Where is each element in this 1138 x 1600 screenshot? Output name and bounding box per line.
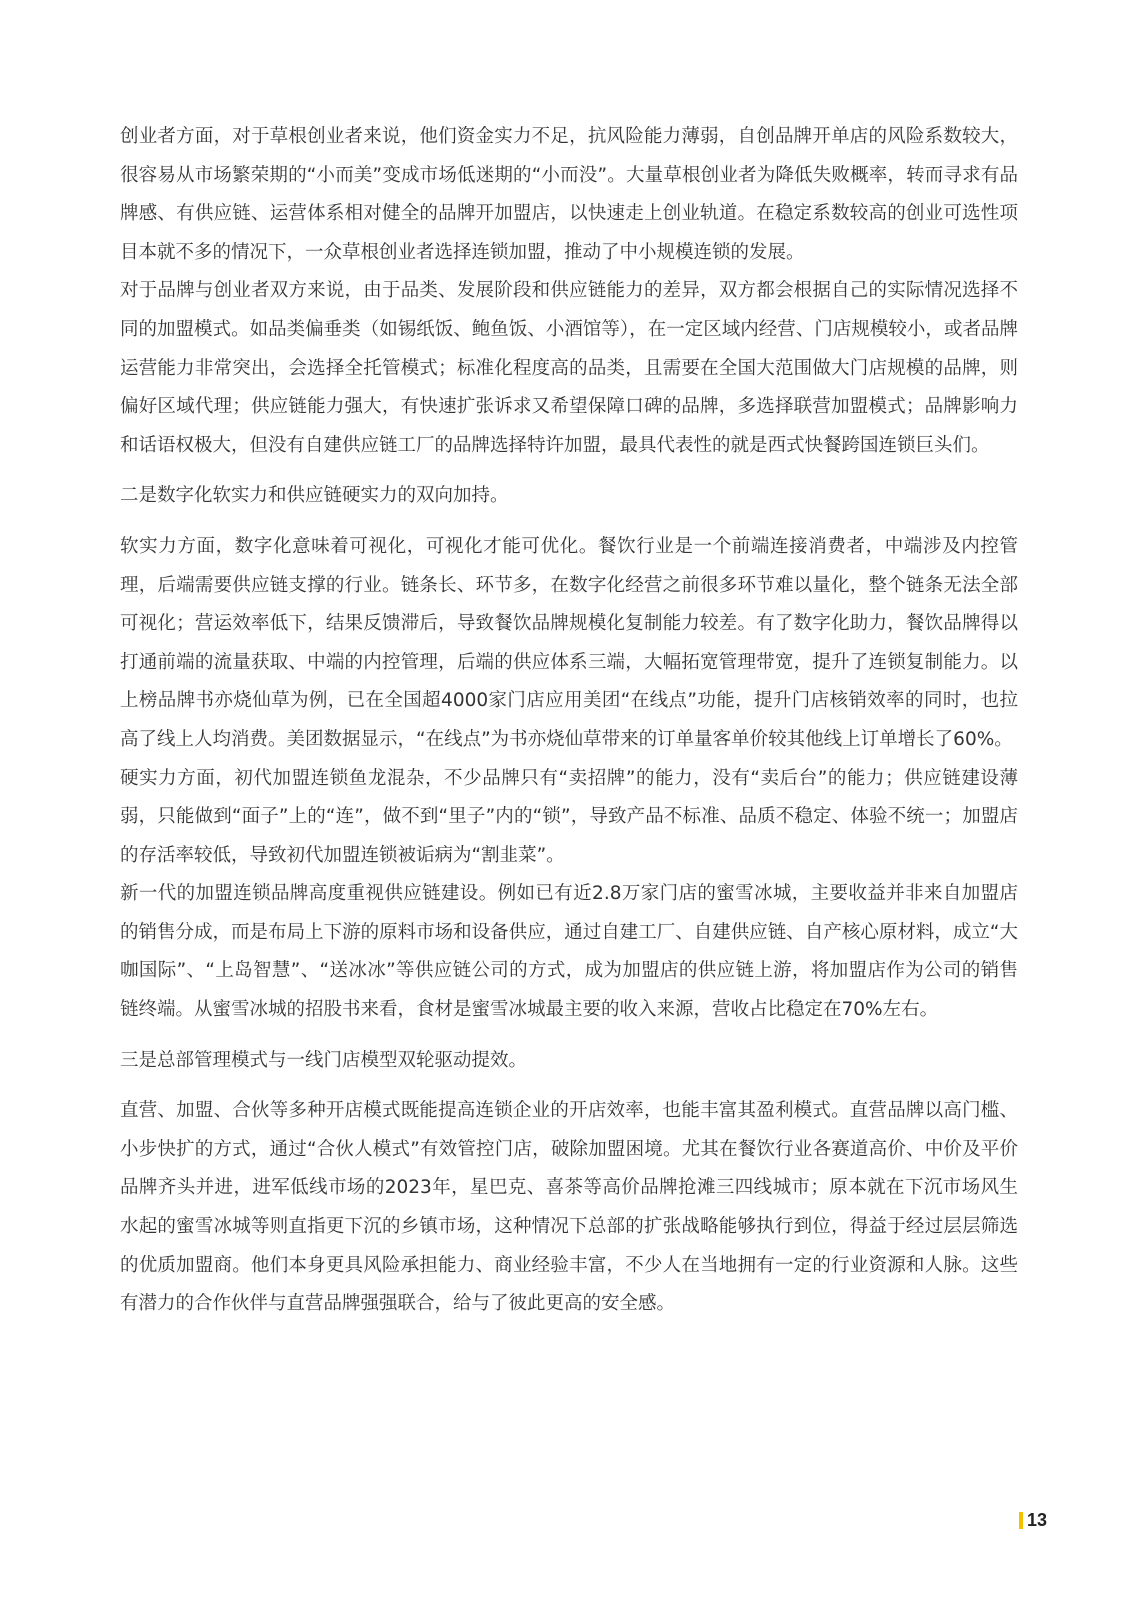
- section-heading-management: 三是总部管理模式与一线门店模型双轮驱动提效。: [120, 1049, 528, 1071]
- paragraph-hard-power: 硬实力方面，初代加盟连锁鱼龙混杂，不少品牌只有“卖招牌”的能力，没有“卖后台”的能力；供应链建设薄弱，只能做到“面子”上的“连”，做不到“里子”内的“锁”，导致产品不标准、品质不稳定、体验不统一；加盟店的存活率较低，导致初代加盟连锁被诟病为“割韭菜”。: [120, 767, 1018, 866]
- paragraph-store-modes: 直营、加盟、合伙等多种开店模式既能提高连锁企业的开店效率，也能丰富其盈利模式。直营品牌以高门槛、小步快扩的方式，通过“合伙人模式”有效管控门店，破除加盟困境。尤其在餐饮行业各赛道高价、中价及平价品牌齐头并进，进军低线市场的2023年，星巴克、喜茶等高价品牌抢滩三四线城市；原本就在下沉市场风生水起的蜜雪冰城等则直指更下沉的乡镇市场，这种情况下总部的扩张战略能够执行到位，得益于经过层层筛选的优质加盟商。他们本身更具风险承担能力、商业经验丰富，不少人在当地拥有一定的行业资源和人脉。这些有潜力的合作伙伴与直营品牌强强联合，给与了彼此更高的安全感。: [120, 1100, 1018, 1315]
- document-body: [120, 118, 1018, 1324]
- paragraph-franchise-modes: 对于品牌与创业者双方来说，由于品类、发展阶段和供应链能力的差异，双方都会根据自己的实际情况选择不同的加盟模式。如品类偏垂类（如锡纸饭、鲍鱼饭、小酒馆等），在一定区域内经营、门店规模较小，或者品牌运营能力非常突出，会选择全托管模式；标准化程度高的品类，且需要在全国大范围做大门店规模的品牌，则偏好区域代理；供应链能力强大，有快速扩张诉求又希望保障口碑的品牌，多选择联营加盟模式；品牌影响力和话语权极大，但没有自建供应链工厂的品牌选择特许加盟，最具代表性的就是西式快餐跨国连锁巨头们。: [120, 280, 1018, 456]
- page-number-accent-bar: [1019, 1512, 1023, 1529]
- paragraph-entrepreneur: 创业者方面，对于草根创业者来说，他们资金实力不足，抗风险能力薄弱，自创品牌开单店的风险系数较大，很容易从市场繁荣期的“小而美”变成市场低迷期的“小而没”。大量草根创业者为降低失败概率，转而寻求有品牌感、有供应链、运营体系相对健全的品牌开加盟店，以快速走上创业轨道。在稳定系数较高的创业可选性项目本就不多的情况下，一众草根创业者选择连锁加盟，推动了中小规模连锁的发展。: [120, 126, 1018, 263]
- page-number: [1019, 1508, 1047, 1532]
- paragraph-supply-chain: 新一代的加盟连锁品牌高度重视供应链建设。例如已有近2.8万家门店的蜜雪冰城，主要收益并非来自加盟店的销售分成，而是布局上下游的原料市场和设备供应，通过自建工厂、自建供应链、自产核心原材料，成立“大咖国际”、“上岛智慧”、“送冰冰”等供应链公司的方式，成为加盟店的供应链上游，将加盟店作为公司的销售链终端。从蜜雪冰城的招股书来看，食材是蜜雪冰城最主要的收入来源，营收占比稳定在70%左右。: [120, 883, 1018, 1021]
- paragraph-soft-power: 软实力方面，数字化意味着可视化，可视化才能可优化。餐饮行业是一个前端连接消费者，中端涉及内控管理，后端需要供应链支撑的行业。链条长、环节多，在数字化经营之前很多环节难以量化，整个链条无法全部可视化；营运效率低下，结果反馈滞后，导致餐饮品牌规模化复制能力较差。有了数字化助力，餐饮品牌得以打通前端的流量获取、中端的内控管理，后端的供应体系三端，大幅拓宽管理带宽，提升了连锁复制能力。以上榜品牌书亦烧仙草为例，已在全国超4000家门店应用美团“在线点”功能，提升门店核销效率的同时，也拉高了线上人均消费。美团数据显示，“在线点”为书亦烧仙草带来的订单量客单价较其他线上订单增长了60%。: [120, 535, 1018, 750]
- page-number-text: 13: [1027, 1509, 1048, 1530]
- section-heading-digital-supply: 二是数字化软实力和供应链硬实力的双向加持。: [120, 485, 509, 507]
